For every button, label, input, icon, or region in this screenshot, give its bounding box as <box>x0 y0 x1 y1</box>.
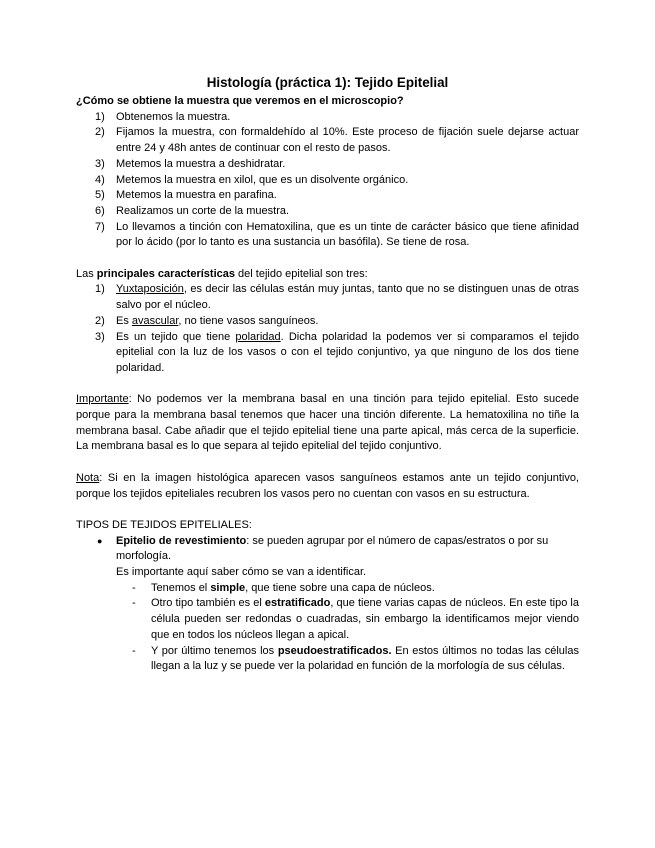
list-item: 3) Metemos la muestra a deshidratar. <box>95 157 286 170</box>
dash-item: - Tenemos el simple, que tiene sobre una capa de núcleos. <box>132 581 435 594</box>
page-title: Histología (práctica 1): Tejido Epitelial <box>206 75 449 90</box>
list-item: 2) Es avascular, no tiene vasos sanguíneos. <box>95 314 319 327</box>
list-item: 1) Yuxtaposición, es decir las células están muy juntas, tanto que no se distinguen unas de otras salvo por el núcleo. <box>95 283 579 312</box>
types-heading: TIPOS DE TEJIDOS EPITELIALES: <box>76 518 252 531</box>
list-item: 6) Realizamos un corte de la muestra. <box>95 204 290 217</box>
list-item: 4) Metemos la muestra en xilol, que es un disolvente orgánico. <box>95 173 409 186</box>
list-item: 5) Metemos la muestra en parafina. <box>95 189 277 202</box>
list-item: 7) Lo llevamos a tinción con Hematoxilina, que es un tinte de carácter básico que tiene afinidad por lo ácido (por lo tanto es una sustancia un basófila). Se tiene de rosa. <box>95 220 579 249</box>
question-heading: ¿Cómo se obtiene la muestra que veremos en el microscopio? <box>76 95 404 107</box>
bullet-icon: ● <box>97 535 103 546</box>
note-paragraph: Nota: Si en la imagen histológica aparecen vasos sanguíneos estamos ante un tejido conjuntivo, porque los tejidos epiteliales recubren los vasos pero no cuentan con vasos en su estructura. <box>76 471 579 500</box>
procedure-list <box>76 110 579 251</box>
dash-item: - Otro tipo también es el estratificado, que tiene varias capas de núcleos. En este tipo la célula pueden ser redondas o cuadradas, sin embargo la identificamos mejor viendo que en todos los núcleos llegan a apical. <box>132 597 579 641</box>
bullet-item: ● Epitelio de revestimiento: se pueden agrupar por el número de capas/estratos o por su morfología. Es importante aquí saber cómo se van a identificar. - Tenemos el simple, que tiene sobre una capa de núcleos. - Otro tipo también es el estratificado, que tiene varias capas de núcleos. En este tipo la célula pueden ser redondas o cuadradas, sin embargo la identificamos mejor viendo que en todos los núcleos llegan a apical. - Y por último tenemos los pseudoestratificados. En estos últimos no todas las células llegan a la luz y se puede ver la polaridad en función de la morfología de sus células. <box>76 534 579 675</box>
list-item: 2) Fijamos la muestra, con formaldehído al 10%. Este proceso de fijación suele dejarse actuar entre 24 y 48h antes de continuar con el resto de pasos. <box>95 126 579 155</box>
bullet-subtext: Es importante aquí saber cómo se van a identificar. <box>116 566 367 579</box>
dash-item: - Y por último tenemos los pseudoestratificados. En estos últimos no todas las células llegan a la luz y se puede ver la polaridad en función de la morfología de sus células. <box>132 644 579 673</box>
characteristics-list <box>76 282 579 376</box>
document-page <box>76 74 579 675</box>
list-item: 3) Es un tejido que tiene polaridad. Dicha polaridad la podemos ver si comparamos el tejido epitelial con la luz de los vasos o con el tejido conjuntivo, ya que ninguno de los dos tiene polaridad. <box>95 330 579 374</box>
characteristics-intro: Las principales características del tejido epitelial son tres: <box>76 267 368 280</box>
important-paragraph: Importante: No podemos ver la membrana basal en una tinción para tejido epitelial. Esto sucede porque para la membrana basal tenemos que hacer una tinción diferente. La hematoxilina no tiñe la membrana basal. Cabe añadir que el tejido epitelial tiene una parte apical, más cerca de la superficie. La membrana basal es lo que separa al tejido epitelial del tejido conjuntivo. <box>76 393 579 453</box>
list-item: 1) Obtenemos la muestra. <box>95 110 231 123</box>
